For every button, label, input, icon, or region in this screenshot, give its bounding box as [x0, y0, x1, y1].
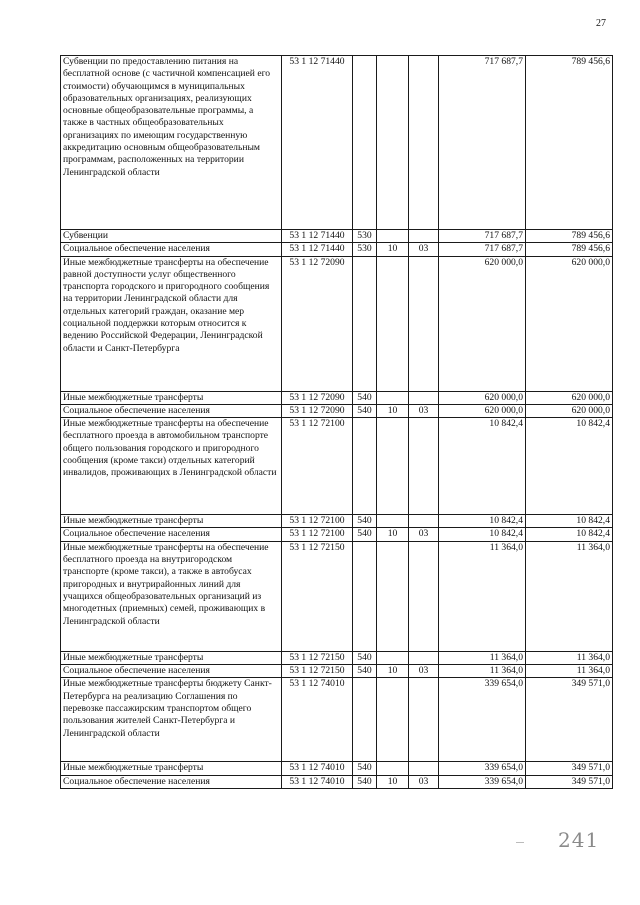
- row-expense-type: [353, 541, 377, 651]
- row-expense-type: 540: [353, 528, 377, 541]
- row-name: Иные межбюджетные трансферты: [61, 762, 282, 775]
- scan-mark: [516, 842, 524, 843]
- table-row: [61, 541, 613, 651]
- row-amount-year2: 620 000,0: [526, 256, 613, 391]
- row-expense-type: 540: [353, 515, 377, 528]
- row-section: [377, 541, 409, 651]
- row-amount-year1: 717 687,7: [439, 230, 526, 243]
- row-amount-year1: 11 364,0: [439, 541, 526, 651]
- row-expense-type: 530: [353, 243, 377, 256]
- page-number: 27: [596, 18, 606, 29]
- page-stamp: 241: [558, 828, 600, 852]
- row-code: 53 1 12 71440: [282, 56, 353, 230]
- row-name: Иные межбюджетные трансферты: [61, 391, 282, 404]
- row-section: [377, 256, 409, 391]
- row-amount-year2: 789 456,6: [526, 243, 613, 256]
- row-section: [377, 418, 409, 515]
- row-subsection: 03: [409, 665, 439, 678]
- row-amount-year1: 620 000,0: [439, 404, 526, 417]
- row-subsection: [409, 541, 439, 651]
- row-name: Социальное обеспечение населения: [61, 243, 282, 256]
- row-section: 10: [377, 528, 409, 541]
- row-code: 53 1 12 72100: [282, 515, 353, 528]
- row-subsection: [409, 230, 439, 243]
- row-code: 53 1 12 72090: [282, 391, 353, 404]
- row-section: [377, 651, 409, 664]
- row-name: Социальное обеспечение населения: [61, 665, 282, 678]
- row-amount-year2: 10 842,4: [526, 528, 613, 541]
- row-subsection: [409, 391, 439, 404]
- row-expense-type: 540: [353, 665, 377, 678]
- row-subsection: [409, 56, 439, 230]
- row-section: [377, 762, 409, 775]
- row-name: Иные межбюджетные трансферты на обеспечение равной доступности услуг общественного транспорта городского и пригородного сообщения на территории Ленинградской области для отдельных категорий граждан, оказание мер социальной поддержки которым относится к ведению Российской Федерации, Ленинградской области и Санкт-Петербурга: [61, 256, 282, 391]
- row-amount-year2: 11 364,0: [526, 665, 613, 678]
- row-section: [377, 230, 409, 243]
- row-subsection: [409, 515, 439, 528]
- row-code: 53 1 12 72150: [282, 665, 353, 678]
- table-row: [61, 515, 613, 528]
- row-amount-year1: 10 842,4: [439, 418, 526, 515]
- row-name: Иные межбюджетные трансферты: [61, 651, 282, 664]
- row-name: Субвенции: [61, 230, 282, 243]
- table-row: [61, 243, 613, 256]
- row-expense-type: 540: [353, 775, 377, 788]
- row-amount-year2: 349 571,0: [526, 678, 613, 762]
- row-amount-year2: 789 456,6: [526, 230, 613, 243]
- row-subsection: [409, 418, 439, 515]
- row-name: Иные межбюджетные трансферты на обеспечение бесплатного проезда на внутригородском транспорте (кроме такси), а также в автобусах пригородных и внутрирайонных линий для учащихся общеобразовательных организаций из многодетных (приемных) семей, проживающих в Ленинградской области: [61, 541, 282, 651]
- row-amount-year2: 620 000,0: [526, 404, 613, 417]
- row-expense-type: [353, 256, 377, 391]
- row-amount-year2: 11 364,0: [526, 541, 613, 651]
- row-amount-year2: 10 842,4: [526, 515, 613, 528]
- row-amount-year2: 349 571,0: [526, 762, 613, 775]
- row-code: 53 1 12 72090: [282, 256, 353, 391]
- table-row: [61, 418, 613, 515]
- row-subsection: [409, 256, 439, 391]
- row-expense-type: 540: [353, 762, 377, 775]
- row-amount-year1: 620 000,0: [439, 391, 526, 404]
- row-amount-year1: 339 654,0: [439, 775, 526, 788]
- row-code: 53 1 12 72100: [282, 528, 353, 541]
- table-row: [61, 678, 613, 762]
- row-name: Иные межбюджетные трансферты: [61, 515, 282, 528]
- row-section: 10: [377, 665, 409, 678]
- row-section: [377, 391, 409, 404]
- row-subsection: 03: [409, 775, 439, 788]
- row-section: 10: [377, 404, 409, 417]
- row-section: [377, 678, 409, 762]
- table-row: [61, 404, 613, 417]
- row-code: 53 1 12 72150: [282, 651, 353, 664]
- row-amount-year1: 10 842,4: [439, 515, 526, 528]
- row-name: Социальное обеспечение населения: [61, 404, 282, 417]
- row-code: 53 1 12 74010: [282, 678, 353, 762]
- row-subsection: [409, 762, 439, 775]
- row-amount-year2: 789 456,6: [526, 56, 613, 230]
- row-expense-type: [353, 56, 377, 230]
- row-name: Социальное обеспечение населения: [61, 528, 282, 541]
- table-row: [61, 665, 613, 678]
- table-row: [61, 762, 613, 775]
- row-subsection: [409, 678, 439, 762]
- table-row: [61, 391, 613, 404]
- row-amount-year2: 620 000,0: [526, 391, 613, 404]
- row-name: Иные межбюджетные трансферты бюджету Санкт-Петербурга на реализацию Соглашения по перевозке пассажирским транспортом общего пользования жителей Санкт-Петербурга и Ленинградской области: [61, 678, 282, 762]
- row-section: [377, 56, 409, 230]
- row-amount-year1: 717 687,7: [439, 56, 526, 230]
- row-expense-type: [353, 678, 377, 762]
- row-name: Социальное обеспечение населения: [61, 775, 282, 788]
- row-subsection: 03: [409, 243, 439, 256]
- table-row: [61, 56, 613, 230]
- row-code: 53 1 12 72090: [282, 404, 353, 417]
- row-amount-year1: 339 654,0: [439, 762, 526, 775]
- row-amount-year1: 11 364,0: [439, 665, 526, 678]
- row-code: 53 1 12 72100: [282, 418, 353, 515]
- row-code: 53 1 12 74010: [282, 762, 353, 775]
- row-expense-type: 540: [353, 651, 377, 664]
- row-subsection: 03: [409, 528, 439, 541]
- table-row: [61, 230, 613, 243]
- row-code: 53 1 12 72150: [282, 541, 353, 651]
- row-name: Субвенции по предоставлению питания на бесплатной основе (с частичной компенсацией его стоимости) обучающимся в муниципальных образовательных организациях, реализующих основные общеобразовательные программы, а также в частных общеобразовательных организациях по имеющим государственную аккредитацию основным общеобразовательным программам, расположенных на территории Ленинградской области: [61, 56, 282, 230]
- budget-table: [60, 55, 613, 789]
- row-amount-year2: 349 571,0: [526, 775, 613, 788]
- table-row: [61, 528, 613, 541]
- row-code: 53 1 12 74010: [282, 775, 353, 788]
- row-section: [377, 515, 409, 528]
- row-amount-year1: 10 842,4: [439, 528, 526, 541]
- row-expense-type: 530: [353, 230, 377, 243]
- row-amount-year1: 620 000,0: [439, 256, 526, 391]
- row-expense-type: 540: [353, 404, 377, 417]
- row-amount-year2: 10 842,4: [526, 418, 613, 515]
- row-amount-year1: 339 654,0: [439, 678, 526, 762]
- row-section: 10: [377, 243, 409, 256]
- table-row: [61, 651, 613, 664]
- table-row: [61, 256, 613, 391]
- row-amount-year1: 11 364,0: [439, 651, 526, 664]
- row-section: 10: [377, 775, 409, 788]
- row-subsection: 03: [409, 404, 439, 417]
- row-expense-type: 540: [353, 391, 377, 404]
- row-amount-year2: 11 364,0: [526, 651, 613, 664]
- row-name: Иные межбюджетные трансферты на обеспечение бесплатного проезда в автомобильном транспорте общего пользования городского и пригородного сообщения (кроме такси) отдельных категорий инвалидов, проживающих в Ленинградской области: [61, 418, 282, 515]
- table-row: [61, 775, 613, 788]
- row-code: 53 1 12 71440: [282, 243, 353, 256]
- row-expense-type: [353, 418, 377, 515]
- row-subsection: [409, 651, 439, 664]
- row-amount-year1: 717 687,7: [439, 243, 526, 256]
- row-code: 53 1 12 71440: [282, 230, 353, 243]
